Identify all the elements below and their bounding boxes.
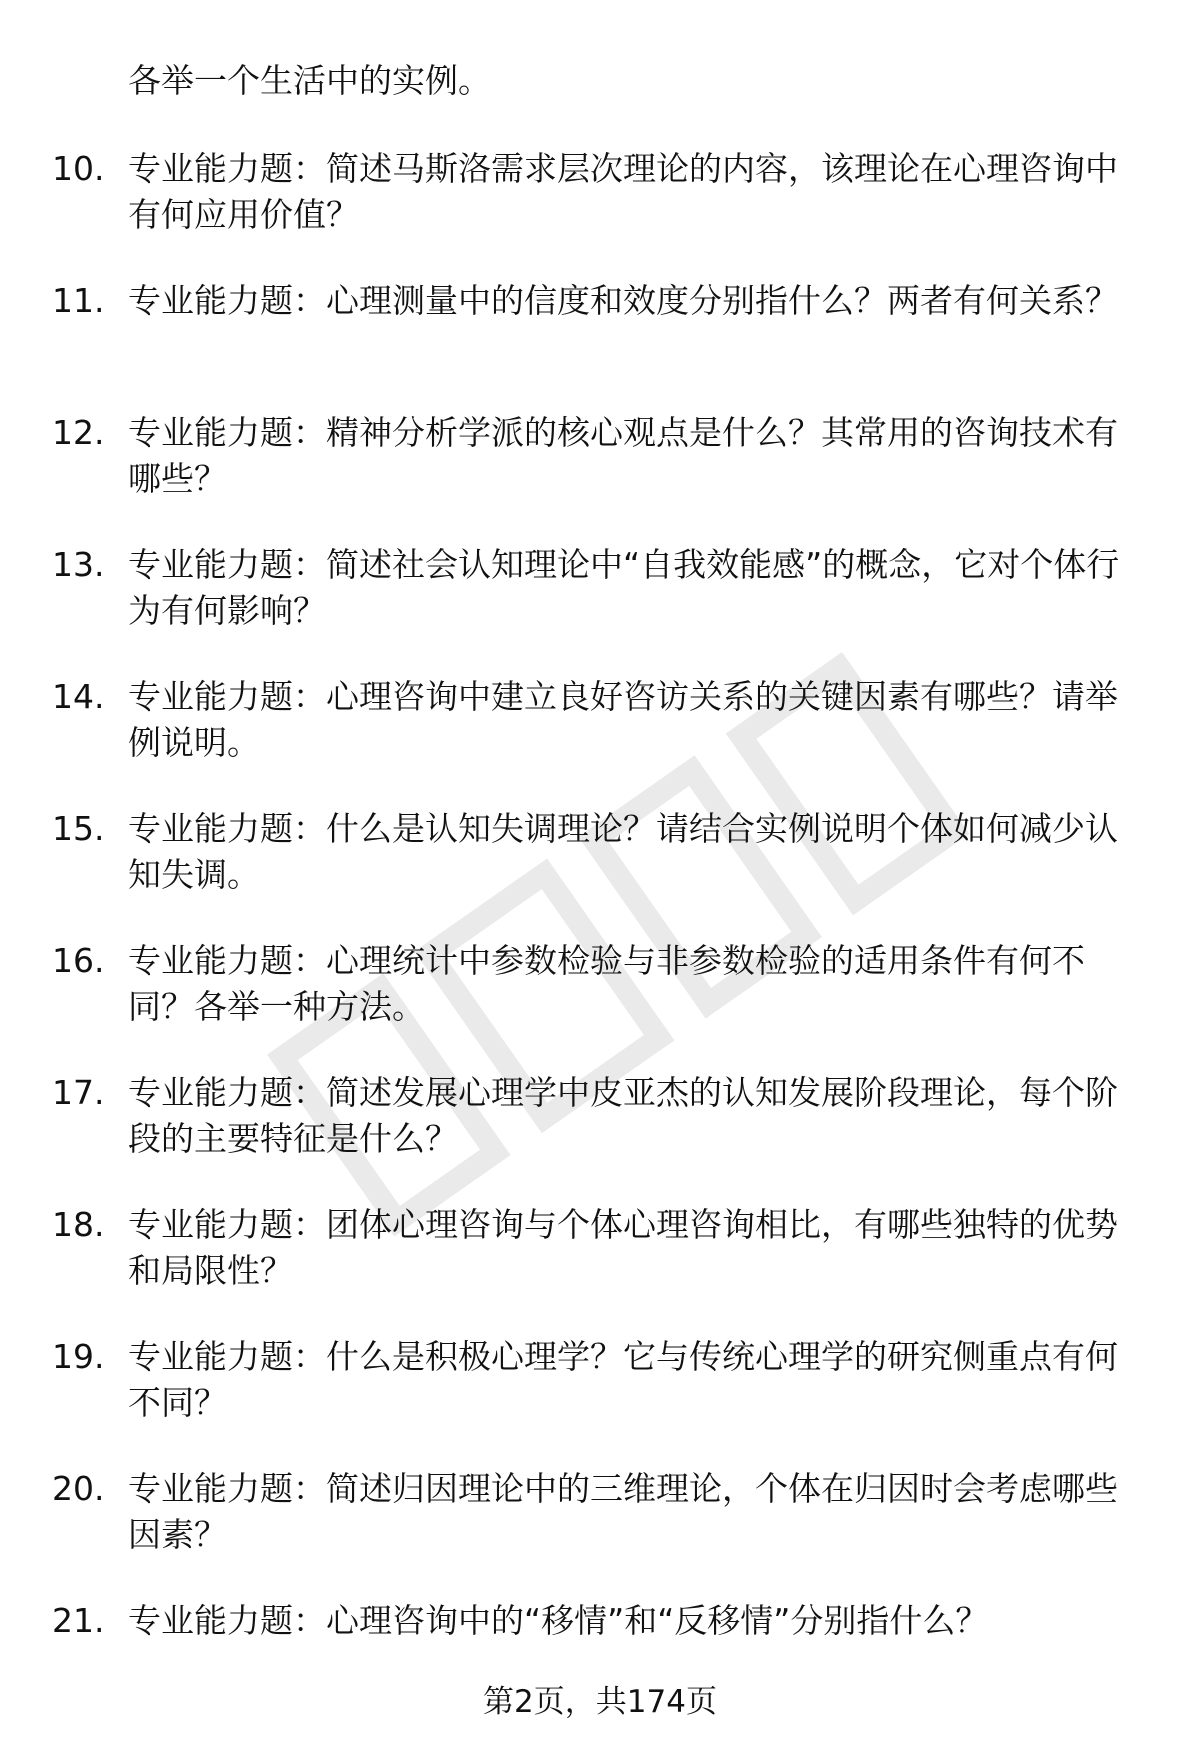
question-number: 13. [52,545,105,584]
question-text: 专业能力题：什么是认知失调理论？请结合实例说明个体如何减少认知失调。 [128,809,1118,894]
question-number: 20. [52,1469,105,1508]
question-item [0,146,1200,278]
page-footer: 第2页，共174页 [483,1684,717,1720]
question-text: 专业能力题：精神分析学派的核心观点是什么？其常用的咨询技术有哪些？ [128,413,1118,498]
question-item [0,278,1200,410]
question-list [0,146,1200,1730]
question-text: 专业能力题：简述马斯洛需求层次理论的内容，该理论在心理咨询中有何应用价值？ [128,149,1118,234]
question-number: 11. [52,281,105,320]
question-text: 专业能力题：心理统计中参数检验与非参数检验的适用条件有何不同？各举一种方法。 [128,941,1085,1026]
question-number: 18. [52,1205,105,1244]
question-text: 专业能力题：简述社会认知理论中“自我效能感”的概念，它对个体行为有何影响？ [128,545,1120,630]
question-item [0,542,1200,674]
question-text: 专业能力题：心理测量中的信度和效度分别指什么？两者有何关系？ [128,281,1118,320]
question-text: 专业能力题：什么是积极心理学？它与传统心理学的研究侧重点有何不同？ [128,1337,1118,1422]
question-number: 16. [52,941,105,980]
question-item [0,1202,1200,1334]
question-item [0,806,1200,938]
question-number: 17. [52,1073,105,1112]
continuation-text: 各举一个生活中的实例。 [128,61,491,100]
question-item [0,410,1200,542]
question-text: 专业能力题：心理咨询中的“移情”和“反移情”分别指什么？ [128,1601,989,1640]
question-number: 19. [52,1337,105,1376]
question-number: 15. [52,809,105,848]
question-text: 专业能力题：团体心理咨询与个体心理咨询相比，有哪些独特的优势和局限性？ [128,1205,1118,1290]
question-number: 14. [52,677,105,716]
question-text: 专业能力题：简述发展心理学中皮亚杰的认知发展阶段理论，每个阶段的主要特征是什么？ [128,1073,1118,1158]
question-text: 专业能力题：心理咨询中建立良好咨访关系的关键因素有哪些？请举例说明。 [128,677,1118,762]
question-item [0,1070,1200,1202]
question-number: 12. [52,413,105,452]
question-text: 专业能力题：简述归因理论中的三维理论，个体在归因时会考虑哪些因素？ [128,1469,1118,1554]
question-number: 10. [52,149,105,188]
question-item [0,1466,1200,1598]
question-item [0,938,1200,1070]
question-number: 21. [52,1601,105,1640]
question-item [0,674,1200,806]
question-item [0,1334,1200,1466]
